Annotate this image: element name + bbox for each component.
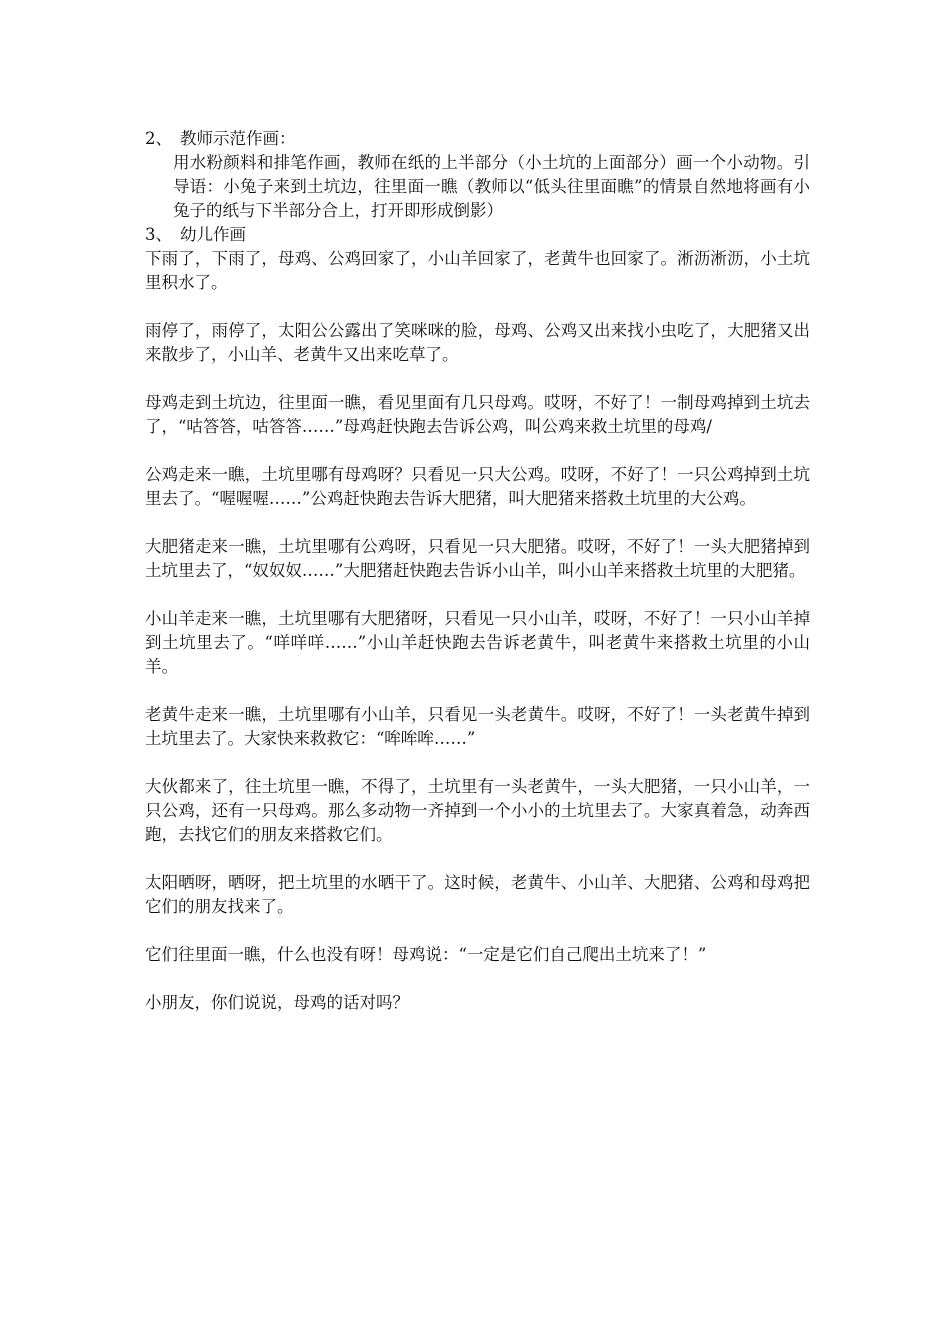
story-paragraph: 大伙都来了，往土坑里一瞧，不得了，土坑里有一头老黄牛，一头大肥猪，一只小山羊，一只公鸡，还有一只母鸡。那么多动物一齐掉到一个小小的土坑里去了。大家真着急，动奔西跑，去找它们的朋友来搭救它们。 [145,777,810,844]
story-paragraph: 母鸡走到土坑边，往里面一瞧，看见里面有几只母鸡。哎呀，不好了！一制母鸡掉到土坑去了，“咕答答，咕答答……”母鸡赶快跑去告诉公鸡，叫公鸡来救土坑里的母鸡/ [145,393,810,436]
story-paragraph: 太阳晒呀，晒呀，把土坑里的水晒干了。这时候，老黄牛、小山羊、大肥猪、公鸡和母鸡把它们的朋友找来了。 [145,873,810,916]
story-paragraph: 下雨了，下雨了，母鸡、公鸡回家了，小山羊回家了，老黄牛也回家了。淅沥淅沥，小土坑里积水了。 [145,249,810,292]
story-paragraph: 雨停了，雨停了，太阳公公露出了笑咪咪的脸，母鸡、公鸡又出来找小虫吃了，大肥猪又出来散步了，小山羊、老黄牛又出来吃草了。 [145,321,810,364]
story-paragraph: 老黄牛走来一瞧，土坑里哪有小山羊，只看见一头老黄牛。哎呀，不好了！一头老黄牛掉到土坑里去了。大家快来救救它：“哞哞哞……” [145,705,810,748]
story-paragraph: 小朋友，你们说说，母鸡的话对吗？ [145,993,409,1012]
story-paragraph: 小山羊走来一瞧，土坑里哪有大肥猪呀，只看见一只小山羊，哎呀，不好了！一只小山羊掉到土坑里去了。“咩咩咩……”小山羊赶快跑去告诉老黄牛，叫老黄牛来搭救土坑里的小山羊。 [145,609,810,676]
section-heading-2 [145,127,810,151]
section-title: 幼儿作画 [180,225,246,244]
story-paragraph: 它们往里面一瞧，什么也没有呀！母鸡说：“一定是它们自己爬出土坑来了！” [145,945,707,964]
document-body [145,127,810,1039]
section-body: 用水粉颜料和排笔作画，教师在纸的上半部分（小土坑的上面部分）画一个小动物。引导语：小兔子来到土坑边，往里面一瞧（教师以“低头往里面瞧”的情景自然地将画有小兔子的纸与下半部分合上，打开即形成倒影） [173,153,810,220]
story-paragraph: 大肥猪走来一瞧，土坑里哪有公鸡呀，只看见一只大肥猪。哎呀，不好了！一头大肥猪掉到土坑里去了，“奴奴奴……”大肥猪赶快跑去告诉小山羊，叫小山羊来搭救土坑里的大肥猪。 [145,537,810,580]
section-number: 2、 [145,129,172,148]
story-paragraph: 公鸡走来一瞧，土坑里哪有母鸡呀？只看见一只大公鸡。哎呀，不好了！一只公鸡掉到土坑里去了。“喔喔喔……”公鸡赶快跑去告诉大肥猪，叫大肥猪来搭救土坑里的大公鸡。 [145,465,810,508]
section-heading-3 [145,223,810,247]
section-title: 教师示范作画： [180,129,296,148]
section-number: 3、 [145,225,172,244]
